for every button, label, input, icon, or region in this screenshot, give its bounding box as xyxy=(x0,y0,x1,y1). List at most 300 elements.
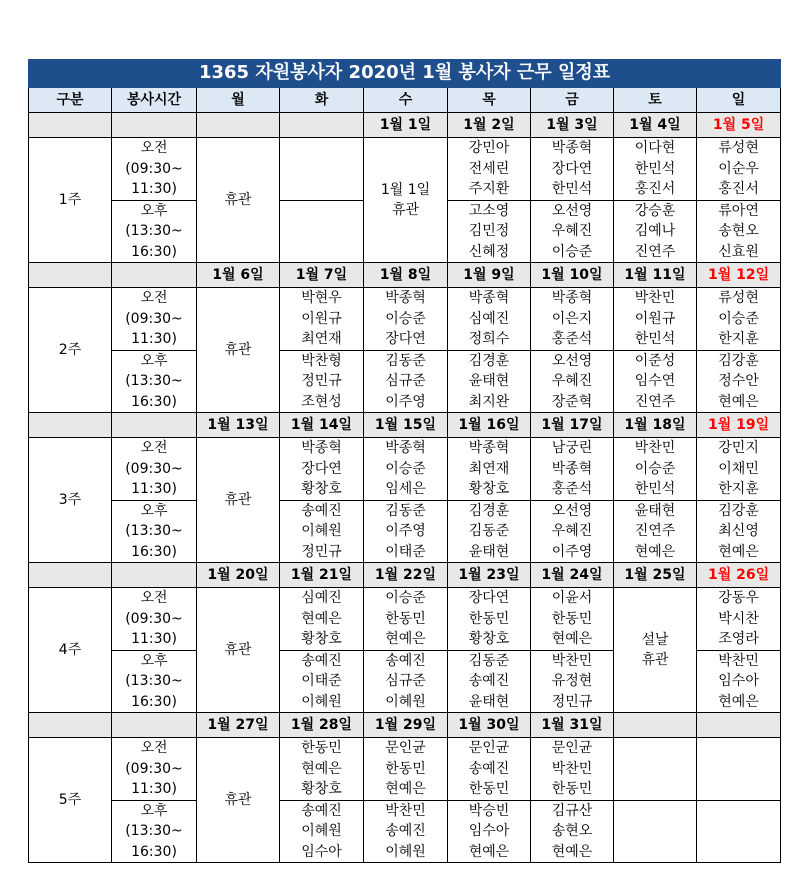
morning-row xyxy=(29,138,781,201)
week-label: 3주 xyxy=(29,438,112,563)
volunteer-name: 박종혁 xyxy=(385,290,426,306)
date-row-blank xyxy=(112,563,197,588)
time-slot-line: 16:30) xyxy=(131,543,177,560)
volunteer-name: 한동민 xyxy=(301,740,342,756)
volunteer-name: 윤태현 xyxy=(468,373,510,389)
volunteer-name: 이순우 xyxy=(718,160,759,177)
volunteer-cell xyxy=(364,500,448,563)
volunteer-name: 임세은 xyxy=(385,481,426,497)
volunteer-name: 남궁린 xyxy=(551,440,593,456)
volunteer-name: 류성현 xyxy=(718,140,759,156)
date-cell: 1월 10일 xyxy=(531,263,614,288)
time-slot xyxy=(112,288,197,351)
afternoon-row xyxy=(29,800,781,863)
date-cell: 1월 7일 xyxy=(280,263,364,288)
volunteer-cell xyxy=(531,800,614,863)
time-slot-line: (13:30~ xyxy=(125,373,183,389)
volunteer-name: 임수아 xyxy=(301,843,342,860)
volunteer-name: 강승훈 xyxy=(634,202,676,219)
volunteer-name: 임수아 xyxy=(468,823,510,839)
volunteer-cell xyxy=(697,288,781,351)
volunteer-name: 김동준 xyxy=(468,652,510,669)
date-cell: 1월 20일 xyxy=(197,563,280,588)
volunteer-name: 최지완 xyxy=(468,393,510,410)
date-cell: 1월 22일 xyxy=(364,563,448,588)
volunteer-name: 이승준 xyxy=(385,460,426,477)
volunteer-name: 정민규 xyxy=(551,693,593,710)
holiday-cell xyxy=(364,138,448,263)
volunteer-name: 임수아 xyxy=(718,673,759,689)
time-slot-line: (13:30~ xyxy=(125,823,183,839)
column-header: 수 xyxy=(364,88,448,113)
volunteer-name: 박찬민 xyxy=(634,290,676,306)
volunteer-cell xyxy=(697,350,781,413)
volunteer-cell xyxy=(448,800,531,863)
week-label: 5주 xyxy=(29,738,112,863)
time-slot-line: 11:30) xyxy=(131,331,177,347)
volunteer-cell xyxy=(280,350,364,413)
time-slot-line: (09:30~ xyxy=(125,760,183,777)
volunteer-cell xyxy=(364,438,448,501)
volunteer-name: 이혜원 xyxy=(385,693,426,710)
date-row-blank xyxy=(29,563,112,588)
volunteer-cell xyxy=(448,350,531,413)
date-cell: 1월 14일 xyxy=(280,413,364,438)
volunteer-name: 송예진 xyxy=(301,502,342,519)
volunteer-cell xyxy=(614,738,697,801)
volunteer-cell xyxy=(280,200,364,263)
volunteer-name: 이태준 xyxy=(301,673,342,689)
time-slot-line: 11:30) xyxy=(131,781,177,797)
column-header: 토 xyxy=(614,88,697,113)
time-slot-line: 오후 xyxy=(140,202,168,219)
date-cell: 1월 25일 xyxy=(614,563,697,588)
volunteer-name: 이승준 xyxy=(718,310,759,327)
volunteer-name: 이원규 xyxy=(301,310,342,327)
closed-cell: 휴관 xyxy=(197,138,280,263)
volunteer-name: 조현성 xyxy=(301,393,342,410)
volunteer-name: 이주영 xyxy=(385,393,426,410)
volunteer-name: 김경훈 xyxy=(468,502,510,519)
volunteer-name: 한민석 xyxy=(551,181,593,197)
time-slot-line: (09:30~ xyxy=(125,160,183,177)
volunteer-name: 송예진 xyxy=(301,802,342,819)
volunteer-name: 황창호 xyxy=(468,631,510,647)
date-cell: 1월 19일 xyxy=(697,413,781,438)
volunteer-cell xyxy=(697,500,781,563)
volunteer-name: 이윤서 xyxy=(551,590,593,606)
date-row-blank xyxy=(29,113,112,138)
volunteer-name: 한동민 xyxy=(468,610,510,627)
volunteer-cell xyxy=(448,200,531,263)
volunteer-name: 김동준 xyxy=(385,502,426,519)
week-label: 2주 xyxy=(29,288,112,413)
page-title: 1365 자원봉사자 2020년 1월 봉사자 근무 일정표 xyxy=(29,60,781,88)
holiday-line: 1월 1일 xyxy=(380,181,431,198)
date-cell: 1월 29일 xyxy=(364,713,448,738)
date-cell: 1월 28일 xyxy=(280,713,364,738)
volunteer-cell xyxy=(697,138,781,201)
volunteer-cell xyxy=(448,288,531,351)
time-slot-line: (09:30~ xyxy=(125,460,183,477)
volunteer-cell xyxy=(280,288,364,351)
volunteer-name: 신혜정 xyxy=(468,243,510,260)
date-row-blank xyxy=(112,713,197,738)
volunteer-cell xyxy=(697,438,781,501)
volunteer-cell xyxy=(531,588,614,651)
morning-row xyxy=(29,438,781,501)
volunteer-cell xyxy=(531,500,614,563)
volunteer-name: 박종혁 xyxy=(468,440,510,456)
volunteer-name: 현예은 xyxy=(634,543,676,560)
volunteer-name: 정민규 xyxy=(301,373,342,389)
volunteer-cell xyxy=(697,800,781,863)
volunteer-cell xyxy=(448,650,531,713)
date-cell: 1월 5일 xyxy=(697,113,781,138)
volunteer-cell xyxy=(448,738,531,801)
date-cell: 1월 6일 xyxy=(197,263,280,288)
volunteer-name: 오선영 xyxy=(551,352,593,369)
time-slot-line: 오후 xyxy=(140,652,168,669)
volunteer-name: 유정현 xyxy=(551,673,593,689)
date-cell: 1월 21일 xyxy=(280,563,364,588)
volunteer-name: 이은지 xyxy=(551,310,593,327)
volunteer-name: 홍진서 xyxy=(718,181,759,197)
volunteer-cell xyxy=(280,138,364,201)
volunteer-name: 송예진 xyxy=(301,652,342,669)
volunteer-name: 강동우 xyxy=(718,590,759,606)
volunteer-name: 문인균 xyxy=(468,740,510,756)
volunteer-name: 장다연 xyxy=(301,460,342,477)
volunteer-name: 박종혁 xyxy=(551,460,593,477)
afternoon-row xyxy=(29,350,781,413)
volunteer-name: 이다현 xyxy=(634,140,676,156)
date-cell: 1월 9일 xyxy=(448,263,531,288)
time-slot-line: (09:30~ xyxy=(125,610,183,627)
column-header: 구분 xyxy=(29,88,112,113)
volunteer-cell xyxy=(614,138,697,201)
volunteer-name: 김동준 xyxy=(385,352,426,369)
time-slot xyxy=(112,650,197,713)
time-slot xyxy=(112,738,197,801)
volunteer-name: 진연주 xyxy=(634,243,676,260)
holiday-line: 휴관 xyxy=(391,202,420,218)
date-cell: 1월 2일 xyxy=(448,113,531,138)
volunteer-cell xyxy=(280,650,364,713)
date-cell: 1월 24일 xyxy=(531,563,614,588)
morning-row xyxy=(29,738,781,801)
date-cell: 1월 4일 xyxy=(614,113,697,138)
volunteer-name: 심예진 xyxy=(301,590,342,606)
volunteer-cell xyxy=(364,650,448,713)
volunteer-name: 홍준석 xyxy=(551,481,593,497)
volunteer-name: 신효원 xyxy=(718,243,759,260)
closed-cell: 휴관 xyxy=(197,738,280,863)
volunteer-name: 송예진 xyxy=(468,673,510,689)
volunteer-name: 박찬민 xyxy=(634,440,676,456)
volunteer-name: 임수연 xyxy=(634,373,676,389)
volunteer-name: 홍진서 xyxy=(634,181,676,197)
volunteer-name: 현예은 xyxy=(718,693,759,710)
volunteer-name: 고소영 xyxy=(468,202,510,219)
volunteer-name: 최신영 xyxy=(718,523,759,539)
volunteer-name: 김강훈 xyxy=(718,502,759,519)
volunteer-name: 박현우 xyxy=(301,290,342,306)
volunteer-name: 현예은 xyxy=(718,393,759,410)
volunteer-name: 박종혁 xyxy=(385,440,426,456)
volunteer-name: 황창호 xyxy=(301,781,342,797)
volunteer-name: 김민정 xyxy=(468,223,510,239)
volunteer-cell xyxy=(697,200,781,263)
volunteer-cell xyxy=(531,350,614,413)
volunteer-name: 현예은 xyxy=(718,543,759,560)
date-cell: 1월 23일 xyxy=(448,563,531,588)
time-slot-line: 오전 xyxy=(140,290,168,306)
volunteer-name: 심예진 xyxy=(468,310,510,327)
volunteer-cell xyxy=(614,500,697,563)
volunteer-name: 진연주 xyxy=(634,393,676,410)
volunteer-name: 송현오 xyxy=(551,823,593,839)
volunteer-cell xyxy=(448,500,531,563)
volunteer-name: 우혜진 xyxy=(551,373,593,389)
time-slot xyxy=(112,588,197,651)
volunteer-name: 문인균 xyxy=(551,740,593,756)
volunteer-name: 윤태현 xyxy=(634,502,676,519)
volunteer-name: 한민석 xyxy=(634,331,676,347)
volunteer-name: 김강훈 xyxy=(718,352,759,369)
holiday-cell xyxy=(614,588,697,713)
column-header: 일 xyxy=(697,88,781,113)
volunteer-name: 김규산 xyxy=(551,802,593,819)
volunteer-name: 최연재 xyxy=(468,460,510,477)
time-slot-line: 오후 xyxy=(140,502,168,519)
date-cell: 1월 15일 xyxy=(364,413,448,438)
date-cell: 1월 26일 xyxy=(697,563,781,588)
volunteer-cell xyxy=(280,800,364,863)
volunteer-name: 송예진 xyxy=(385,652,426,669)
volunteer-name: 현예은 xyxy=(301,610,342,627)
time-slot-line: 16:30) xyxy=(131,693,177,710)
volunteer-cell xyxy=(531,200,614,263)
time-slot-line: (13:30~ xyxy=(125,223,183,239)
week-label: 4주 xyxy=(29,588,112,713)
volunteer-name: 윤태현 xyxy=(468,543,510,560)
volunteer-name: 심규준 xyxy=(385,673,426,689)
morning-row xyxy=(29,288,781,351)
time-slot-line: 11:30) xyxy=(131,481,177,497)
time-slot-line: 16:30) xyxy=(131,843,177,860)
volunteer-name: 조영라 xyxy=(718,631,759,647)
volunteer-name: 한지훈 xyxy=(718,481,759,497)
date-cell: 1월 13일 xyxy=(197,413,280,438)
volunteer-name: 현예은 xyxy=(385,781,426,797)
volunteer-name: 현예은 xyxy=(301,760,342,777)
time-slot-line: 16:30) xyxy=(131,243,177,260)
volunteer-cell xyxy=(280,438,364,501)
volunteer-name: 김동준 xyxy=(468,523,510,539)
volunteer-name: 이혜원 xyxy=(301,693,342,710)
volunteer-cell xyxy=(364,800,448,863)
time-slot-line: (13:30~ xyxy=(125,523,183,539)
volunteer-cell xyxy=(531,138,614,201)
volunteer-name: 강민아 xyxy=(468,140,510,156)
date-cell xyxy=(697,713,781,738)
volunteer-name: 이태준 xyxy=(385,543,426,560)
volunteer-cell xyxy=(531,288,614,351)
date-row-blank xyxy=(112,113,197,138)
volunteer-name: 이승준 xyxy=(634,460,676,477)
volunteer-cell xyxy=(531,650,614,713)
volunteer-cell xyxy=(614,200,697,263)
volunteer-name: 박찬민 xyxy=(551,652,593,669)
volunteer-name: 김경훈 xyxy=(468,352,510,369)
volunteer-name: 박종혁 xyxy=(551,290,593,306)
volunteer-name: 진연주 xyxy=(634,523,676,539)
date-cell: 1월 8일 xyxy=(364,263,448,288)
date-cell: 1월 16일 xyxy=(448,413,531,438)
volunteer-name: 한지훈 xyxy=(718,331,759,347)
date-cell: 1월 18일 xyxy=(614,413,697,438)
volunteer-cell xyxy=(280,738,364,801)
volunteer-name: 이주영 xyxy=(385,523,426,539)
volunteer-name: 박종혁 xyxy=(468,290,510,306)
date-cell: 1월 12일 xyxy=(697,263,781,288)
date-row xyxy=(29,563,781,588)
time-slot xyxy=(112,438,197,501)
volunteer-name: 장다연 xyxy=(468,590,510,606)
volunteer-name: 홍준석 xyxy=(551,331,593,347)
column-header: 월 xyxy=(197,88,280,113)
volunteer-name: 김예나 xyxy=(634,223,676,239)
volunteer-name: 이주영 xyxy=(551,543,593,560)
volunteer-cell xyxy=(364,288,448,351)
volunteer-cell xyxy=(531,738,614,801)
volunteer-name: 한동민 xyxy=(385,760,426,777)
volunteer-name: 박종혁 xyxy=(551,140,593,156)
volunteer-cell xyxy=(280,588,364,651)
volunteer-cell xyxy=(364,350,448,413)
volunteer-name: 현예은 xyxy=(385,631,426,647)
volunteer-cell xyxy=(448,138,531,201)
closed-cell: 휴관 xyxy=(197,438,280,563)
volunteer-name: 정희수 xyxy=(468,331,510,347)
volunteer-name: 전세린 xyxy=(468,160,510,177)
volunteer-name: 박찬민 xyxy=(385,802,426,819)
volunteer-name: 한민석 xyxy=(634,160,676,177)
date-cell xyxy=(280,113,364,138)
volunteer-name: 이승준 xyxy=(385,590,426,606)
volunteer-name: 박승빈 xyxy=(468,802,510,819)
date-row-blank xyxy=(112,263,197,288)
date-row xyxy=(29,413,781,438)
date-row xyxy=(29,113,781,138)
time-slot-line: 오전 xyxy=(140,590,168,606)
volunteer-name: 송예진 xyxy=(385,823,426,839)
volunteer-name: 장다연 xyxy=(551,160,593,177)
time-slot-line: 오전 xyxy=(140,440,168,456)
column-header: 금 xyxy=(531,88,614,113)
volunteer-name: 현예은 xyxy=(551,631,593,647)
volunteer-name: 장준혁 xyxy=(551,393,593,410)
volunteer-cell xyxy=(614,800,697,863)
volunteer-name: 황창호 xyxy=(301,481,342,497)
volunteer-cell xyxy=(697,650,781,713)
time-slot-line: 11:30) xyxy=(131,631,177,647)
date-row-blank xyxy=(112,413,197,438)
date-cell xyxy=(197,113,280,138)
volunteer-name: 문인균 xyxy=(385,740,426,756)
holiday-line: 휴관 xyxy=(641,652,669,668)
volunteer-name: 한민석 xyxy=(634,481,676,497)
volunteer-name: 이혜원 xyxy=(385,843,426,860)
time-slot-line: (13:30~ xyxy=(125,673,183,689)
volunteer-name: 이준성 xyxy=(634,352,676,369)
volunteer-name: 황창호 xyxy=(301,631,342,647)
volunteer-cell xyxy=(364,738,448,801)
time-slot-line: 오전 xyxy=(140,140,168,156)
volunteer-name: 이혜원 xyxy=(301,823,342,839)
volunteer-name: 현예은 xyxy=(468,843,510,860)
date-row-blank xyxy=(29,713,112,738)
time-slot-line: (09:30~ xyxy=(125,310,183,327)
volunteer-name: 이혜원 xyxy=(301,523,342,539)
date-cell: 1월 11일 xyxy=(614,263,697,288)
time-slot-line: 오후 xyxy=(140,352,168,369)
volunteer-name: 류성현 xyxy=(718,290,759,306)
volunteer-name: 이원규 xyxy=(634,310,676,327)
time-slot xyxy=(112,500,197,563)
volunteer-cell xyxy=(531,438,614,501)
time-slot-line: 오후 xyxy=(140,802,168,819)
volunteer-name: 송현오 xyxy=(718,223,759,239)
time-slot xyxy=(112,138,197,201)
time-slot-line: 16:30) xyxy=(131,393,177,410)
date-row-blank xyxy=(29,413,112,438)
holiday-line: 설날 xyxy=(641,631,669,648)
volunteer-name: 주지환 xyxy=(468,181,510,197)
volunteer-name: 강민지 xyxy=(718,440,759,456)
date-cell: 1월 1일 xyxy=(364,113,448,138)
volunteer-name: 한동민 xyxy=(551,610,593,627)
volunteer-name: 황창호 xyxy=(468,481,510,497)
date-row xyxy=(29,263,781,288)
volunteer-cell xyxy=(697,738,781,801)
time-slot-line: 11:30) xyxy=(131,181,177,197)
volunteer-name: 한동민 xyxy=(551,781,593,797)
volunteer-name: 한동민 xyxy=(468,781,510,797)
volunteer-cell xyxy=(697,588,781,651)
closed-cell: 휴관 xyxy=(197,588,280,713)
afternoon-row xyxy=(29,500,781,563)
column-header: 화 xyxy=(280,88,364,113)
schedule-table xyxy=(28,59,781,863)
volunteer-name: 이채민 xyxy=(718,460,759,477)
volunteer-name: 장다연 xyxy=(385,331,426,347)
volunteer-name: 최연재 xyxy=(301,331,342,347)
volunteer-name: 정수안 xyxy=(718,373,759,389)
volunteer-name: 현예은 xyxy=(551,843,593,860)
volunteer-cell xyxy=(448,588,531,651)
column-header: 목 xyxy=(448,88,531,113)
date-row xyxy=(29,713,781,738)
volunteer-name: 정민규 xyxy=(301,543,342,560)
column-header: 봉사시간 xyxy=(112,88,197,113)
volunteer-name: 박찬민 xyxy=(551,760,593,777)
volunteer-name: 박종혁 xyxy=(301,440,342,456)
week-label: 1주 xyxy=(29,138,112,263)
volunteer-name: 심규준 xyxy=(385,373,426,389)
volunteer-name: 박시찬 xyxy=(718,610,759,627)
